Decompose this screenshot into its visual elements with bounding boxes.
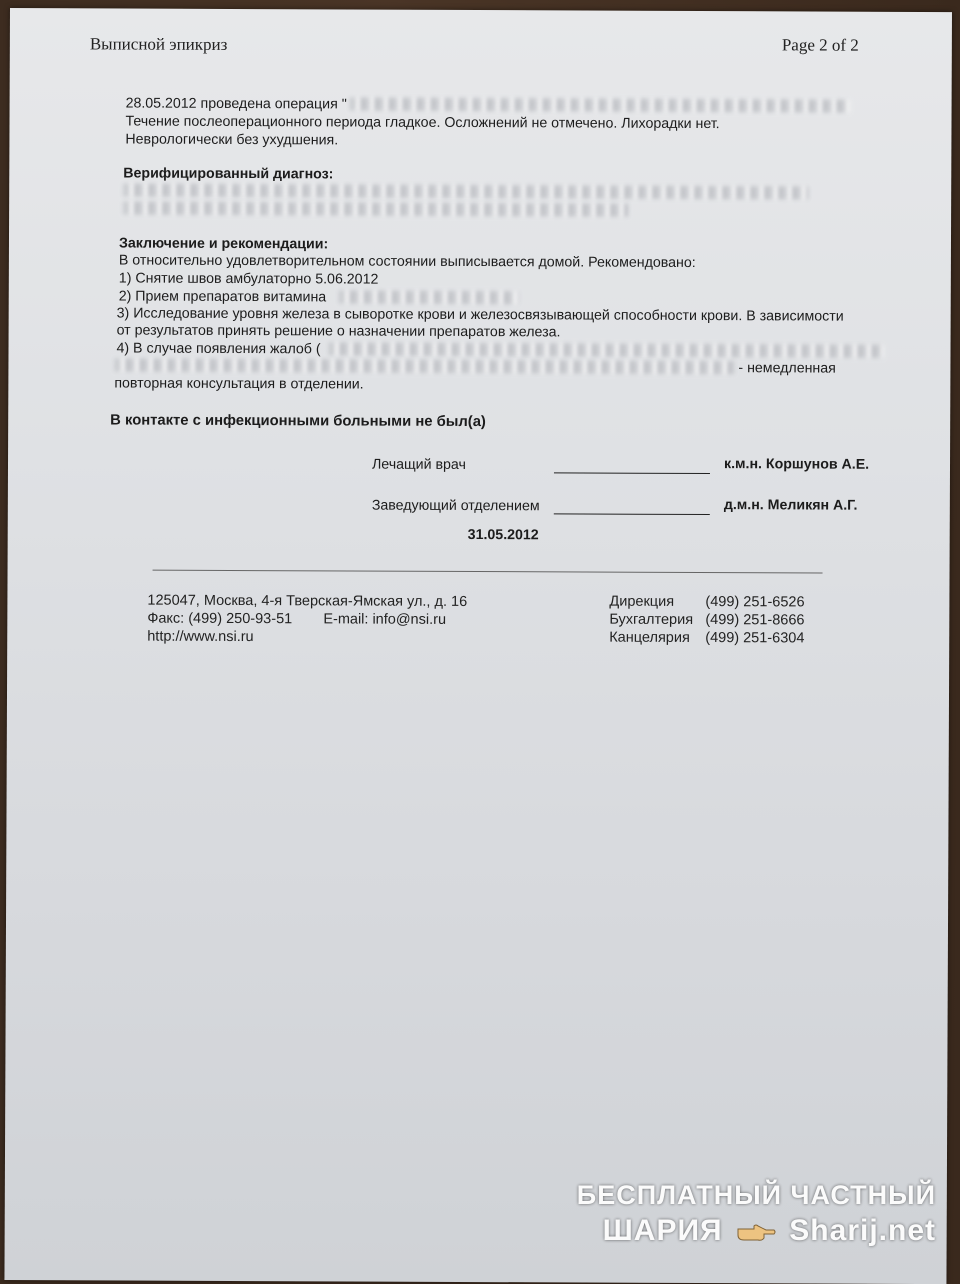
- operation-date-text: 28.05.2012 проведена операция ": [125, 95, 347, 113]
- redacted-diagnosis-line-1: [123, 183, 808, 199]
- attending-doctor-name: к.м.н. Коршунов А.Е.: [723, 456, 870, 473]
- conclusion-heading: Заключение и рекомендации:: [118, 235, 329, 253]
- conclusion-intro: В относительно удовлетворительном состоянии выписывается домой. Рекомендовано:: [118, 252, 696, 271]
- watermark-left-text: ШАРИЯ: [602, 1214, 723, 1247]
- recommendation-4-suffix: - немедленная: [738, 360, 836, 377]
- watermark-right-text: Sharij.net: [789, 1214, 936, 1247]
- recommendation-3-line-1: 3) Исследование уровня железа в сыворотке крови и железосвязывающей способности крови. В зависимости: [116, 305, 844, 325]
- recommendation-1: 1) Снятие швов амбулаторно 5.06.2012: [118, 270, 379, 288]
- recommendation-4-line-3: повторная консультация в отделении.: [114, 375, 364, 393]
- department-head-name: д.м.н. Меликян А.Г.: [723, 497, 858, 514]
- recommendation-4-line-1: 4) В случае появления жалоб (: [116, 340, 321, 358]
- attending-doctor-signature-line: [554, 472, 710, 474]
- contact-accounting-phone: (499) 251-8666: [705, 612, 805, 629]
- redacted-operation-name: [350, 97, 850, 112]
- contact-office-phone: (499) 251-6304: [705, 630, 805, 647]
- recommendation-3-line-2: от результатов принять решение о назначении препаратов железа.: [116, 322, 561, 341]
- postop-course-text: Течение послеоперационного периода гладкое. Осложнений не отмечено. Лихорадки нет.: [125, 113, 720, 133]
- operation-line: [126, 95, 347, 114]
- document-page: [4, 8, 952, 1284]
- redacted-diagnosis-line-2: [123, 201, 628, 216]
- watermark-line-2: [603, 1214, 936, 1248]
- infection-contact-note: В контакте с инфекционными больными не был(а): [110, 412, 486, 431]
- footer-address: 125047, Москва, 4-я Тверская-Ямская ул., д. 16: [147, 592, 468, 611]
- footer-website: http://www.nsi.ru: [147, 628, 254, 646]
- document-title: Выписной эпикриз: [89, 34, 228, 54]
- contact-directorate-label: Дирекция: [609, 593, 675, 610]
- redacted-vitamin-name: [339, 290, 519, 304]
- recommendation-2: 2) Прием препаратов витамина: [118, 288, 327, 306]
- redacted-complaints-line-2: [114, 358, 734, 374]
- attending-doctor-label: Лечащий врач: [371, 456, 466, 473]
- discharge-date: 31.05.2012: [467, 527, 539, 544]
- diagnosis-heading: Верифицированный диагноз:: [123, 165, 334, 183]
- contact-directorate-phone: (499) 251-6526: [705, 594, 805, 611]
- footer-divider: [153, 570, 823, 574]
- footer-fax: Факс: (499) 250-93-51: [147, 610, 293, 628]
- pointing-hand-icon: [736, 1221, 776, 1243]
- department-head-label: Заведующий отделением: [371, 497, 540, 515]
- footer-email: E-mail: info@nsi.ru: [323, 611, 447, 628]
- watermark-line-1: БЕСПЛАТНЫЙ ЧАСТНЫЙ: [576, 1180, 936, 1210]
- page-number: Page 2 of 2: [781, 35, 859, 55]
- department-head-signature-line: [554, 513, 710, 515]
- neurological-status-text: Неврологически без ухудшения.: [125, 131, 339, 149]
- redacted-complaints-line-1: [328, 342, 883, 357]
- contact-accounting-label: Бухгалтерия: [609, 611, 694, 628]
- contact-office-label: Канцелярия: [609, 629, 690, 646]
